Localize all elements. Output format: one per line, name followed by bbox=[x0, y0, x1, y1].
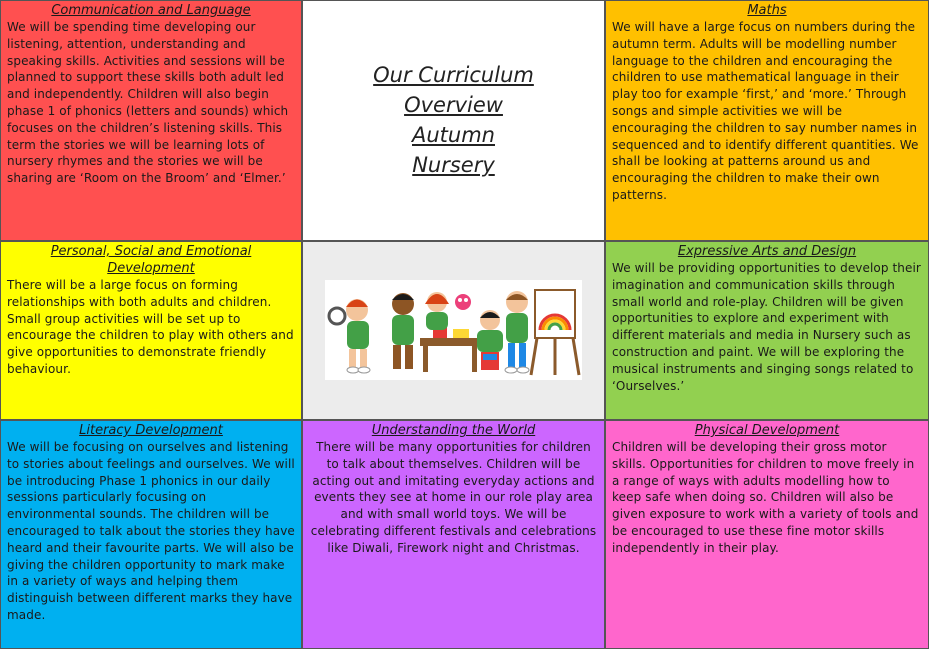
title-line-1: Our Curriculum bbox=[373, 63, 534, 87]
psed-text: There will be a large focus on forming relationships with both adults and children. Small group activities will be set up to encourage the children to play with others and give opportunities to demonstrate friendly behaviour. bbox=[7, 278, 294, 376]
physical-heading: Physical Development bbox=[694, 423, 840, 438]
physical-development-panel bbox=[605, 420, 929, 649]
literacy-text: We will be focusing on ourselves and listening to stories about feelings and ourselves. We will be introducing Phase 1 phonics in our daily sessions particularly focusing on environmental sounds. The children will be encouraged to talk about the stories they have heard and their favourite parts. We will also be giving the children opportunity to mark make in a variety of ways and helping them distinguish between different marks they have made. bbox=[7, 440, 295, 622]
world-text: There will be many opportunities for children to talk about themselves. Children will be acting out and imitating everyday actions and events they see at home in our role play area and with small world toys. We will be celebrating different festivals and celebrations like Diwali, Firework night and Christmas. bbox=[310, 440, 597, 555]
maths-panel bbox=[605, 0, 929, 241]
title-line-4: Nursery bbox=[412, 153, 495, 177]
psed-heading: Personal, Social and Emotional Development bbox=[50, 244, 252, 276]
title-line-3: Autumn bbox=[412, 123, 495, 147]
physical-text: Children will be developing their gross motor skills. Opportunities for children to move freely in a range of ways with adults modelling how to keep safe when doing so. Children will also be given exposure to work with a variety of tools and be encouraged to use these fine motor skills independently in their play. bbox=[612, 440, 919, 555]
expressive-heading: Expressive Arts and Design bbox=[677, 244, 857, 259]
curriculum-title-panel bbox=[302, 0, 605, 241]
title-line-2: Overview bbox=[404, 93, 503, 117]
literacy-heading: Literacy Development bbox=[79, 423, 223, 438]
literacy-panel bbox=[0, 420, 302, 649]
picture-panel bbox=[302, 241, 605, 420]
communication-text: We will be spending time developing our listening, attention, understanding and speaking skills. Activities and sessions will be planned to support these skills both adult led and independently. Children will also begin phase 1 of phonics (letters and sounds) which focuses on the children’s listening skills. This term the stories we will be learning lots of nursery rhymes and the stories we will be sharing are ‘Room on the Broom’ and ‘Elmer.’ bbox=[7, 20, 289, 186]
understanding-world-panel bbox=[302, 420, 605, 649]
world-heading: Understanding the World bbox=[371, 423, 536, 438]
children-playing-illustration bbox=[325, 280, 582, 380]
expressive-text: We will be providing opportunities to develop their imagination and communication skills through small world and role-play. Children will be given opportunities to explore and experiment with different materials and media in Nursery such as construction and paint. We will be exploring the musical instruments and singing songs related to ‘Ourselves.’ bbox=[612, 261, 921, 393]
communication-and-language-panel bbox=[0, 0, 302, 241]
psed-panel bbox=[0, 241, 302, 420]
communication-heading: Communication and Language bbox=[51, 3, 251, 18]
maths-text: We will have a large focus on numbers during the autumn term. Adults will be modelling number language to the children and encouraging the children to use mathematical language in their play too for example ‘first,’ and ‘more.’ Through songs and simple activities we will be encouraging the children to say number names in sequenced and to identify different quantities. We shall be looking at patterns around us and encouraging the children to make their own patterns. bbox=[612, 20, 919, 202]
maths-heading: Maths bbox=[747, 3, 787, 18]
expressive-arts-panel bbox=[605, 241, 929, 420]
